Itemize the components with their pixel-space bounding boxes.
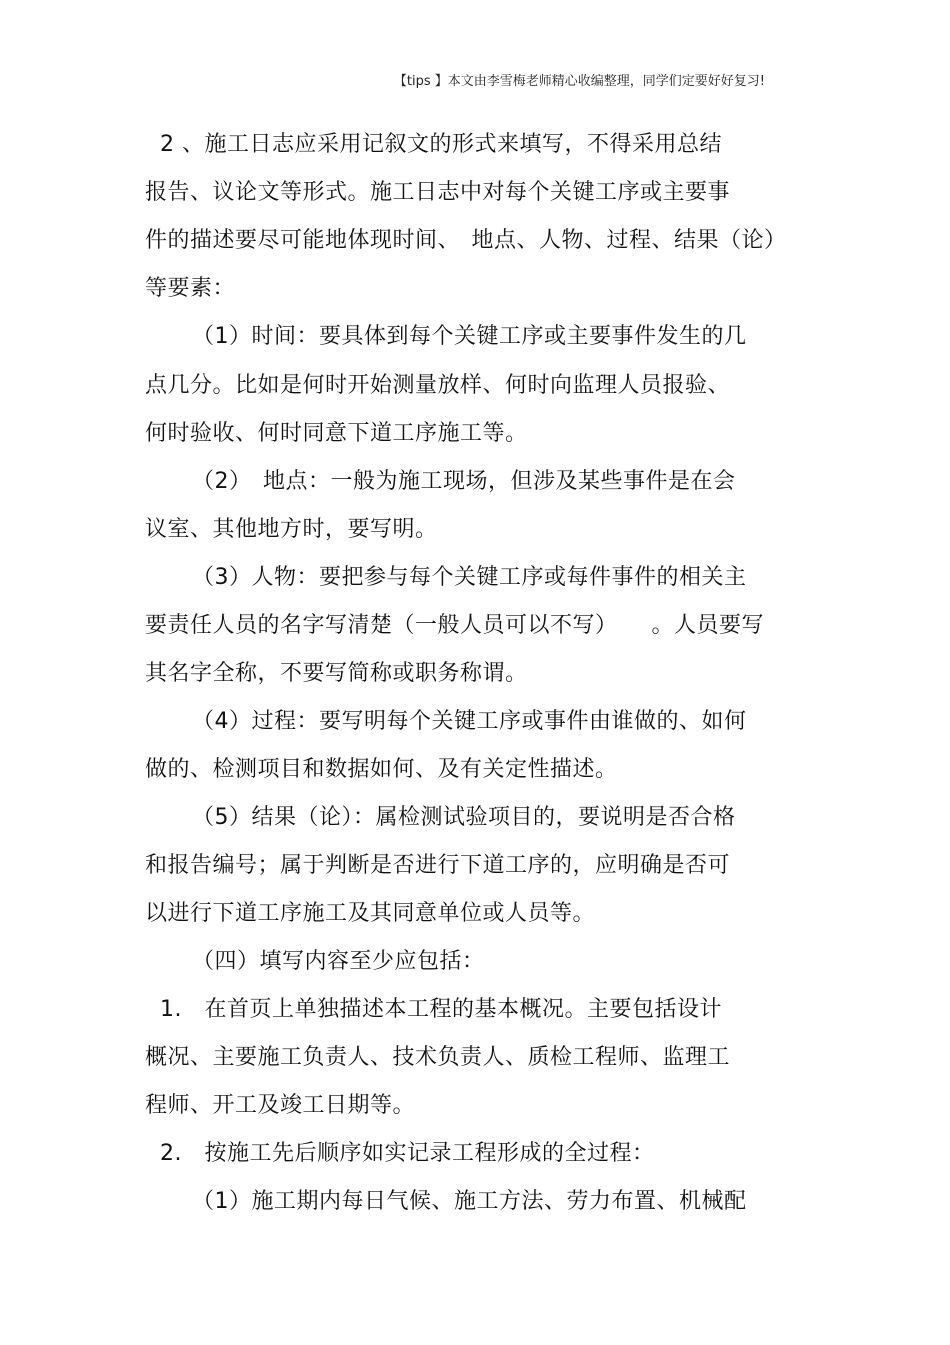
paragraph-line: （1）施工期内每日气候、施工方法、劳力布置、机械配 [192,1189,747,1214]
paragraph-line: 2 、施工日志应采用记叙文的形式来填写，不得采用总结 [160,132,722,157]
paragraph-line: 2. 按施工先后顺序如实记录工程形成的全过程： [160,1141,655,1166]
paragraph-line: 议室、其他地方时，要写明。 [145,517,438,542]
paragraph-line: 件的描述要尽可能地体现时间、 地点、人物、过程、结果（论） [145,228,787,253]
paragraph-line: 何时验收、何时同意下道工序施工等。 [145,421,528,446]
paragraph-line: 以进行下道工序施工及其同意单位或人员等。 [145,901,596,926]
paragraph-line: 等要素： [145,276,236,301]
paragraph-line: （3）人物：要把参与每个关键工序或每件事件的相关主 [192,565,747,590]
paragraph-line: （5）结果（论）：属检测试验项目的，要说明是否合格 [192,805,736,830]
paragraph-line: 其名字全称，不要写简称或职务称谓。 [145,661,528,686]
paragraph-line: 程师、开工及竣工日期等。 [145,1093,416,1118]
paragraph-line: （1）时间：要具体到每个关键工序或主要事件发生的几 [192,324,747,349]
paragraph-line: 点几分。比如是何时开始测量放样、何时向监理人员报验、 [145,373,731,398]
header-tips: 【tips 】本文由李雪梅老师精心收编整理，同学们定要好好复习! [393,74,765,89]
paragraph-line: （2） 地点：一般为施工现场，但涉及某些事件是在会 [192,469,736,494]
paragraph-line: 1. 在首页上单独描述本工程的基本概况。主要包括设计 [160,997,722,1022]
paragraph-line: 做的、检测项目和数据如何、及有关定性描述。 [145,757,618,782]
paragraph-line: （4）过程：要写明每个关键工序或事件由谁做的、如何 [192,709,747,734]
section-heading: （四）填写内容至少应包括： [192,949,485,974]
paragraph-line: 报告、议论文等形式。施工日志中对每个关键工序或主要事 [145,180,731,205]
paragraph-line: 要责任人员的名字写清楚（一般人员可以不写） 。人员要写 [145,613,765,638]
paragraph-line: 概况、主要施工负责人、技术负责人、质检工程师、监理工 [145,1045,731,1070]
paragraph-line: 和报告编号；属于判断是否进行下道工序的，应明确是否可 [145,853,731,878]
